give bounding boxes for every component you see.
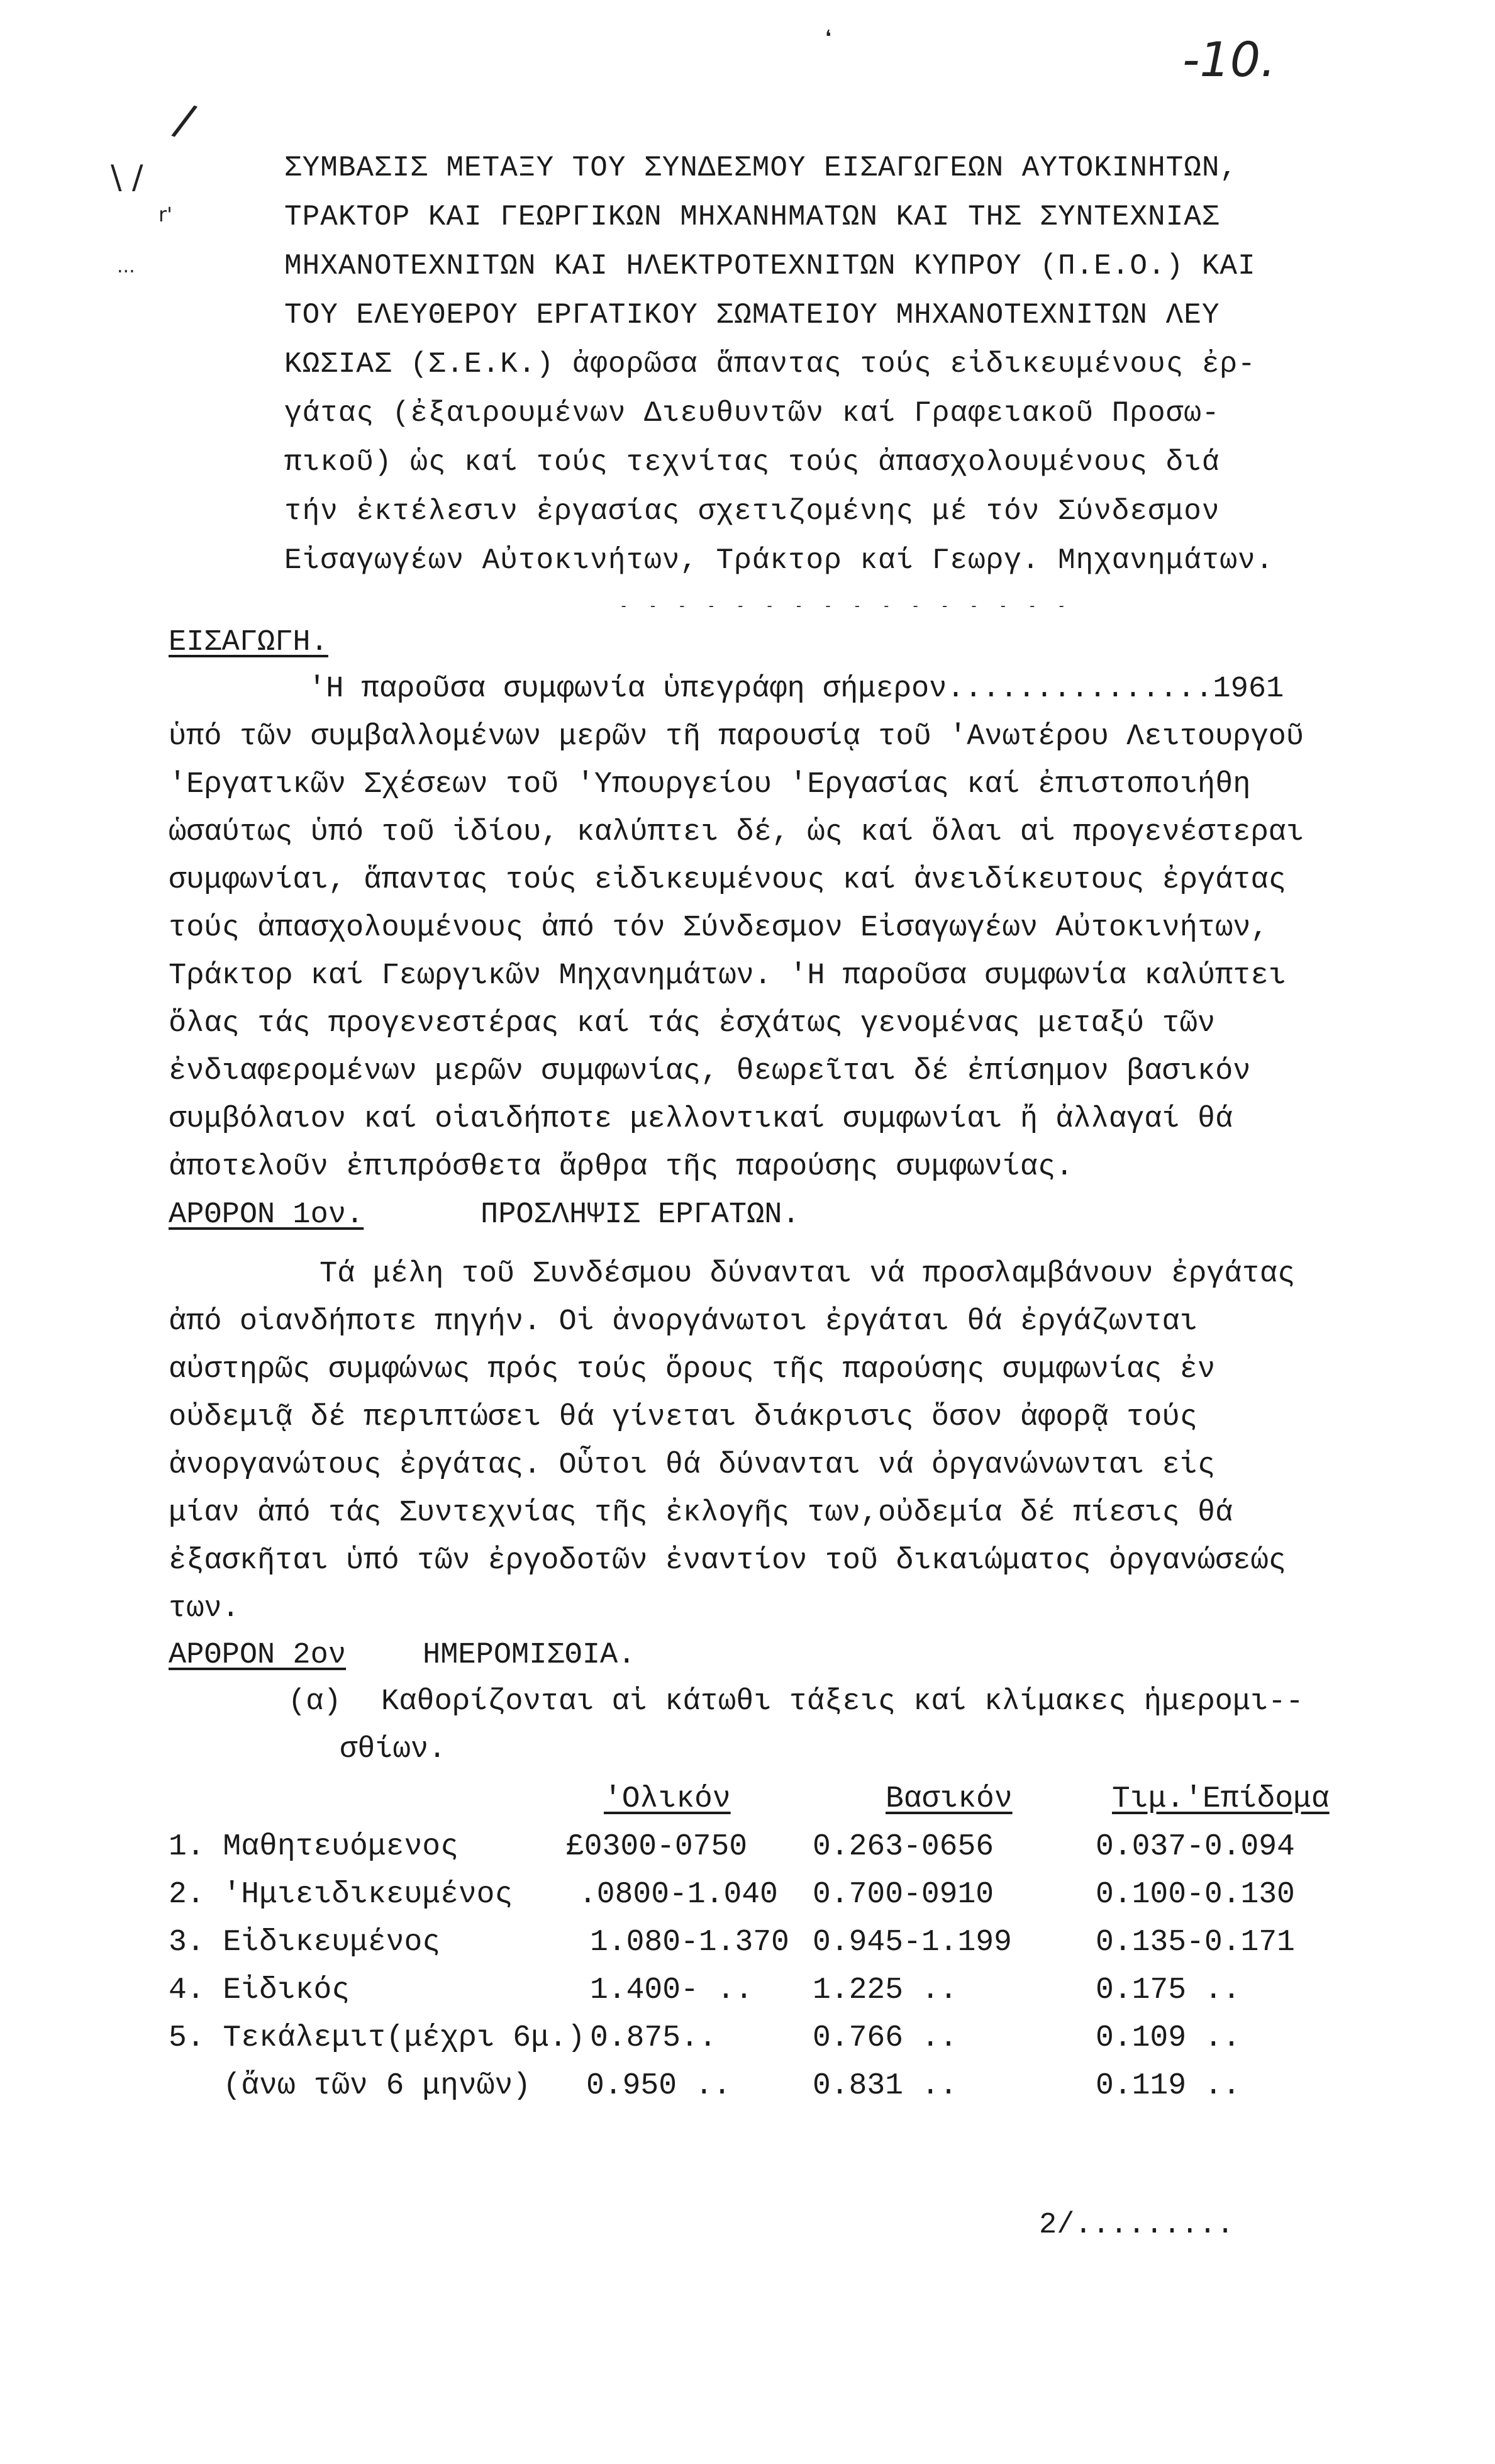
table-cell-total: £0300-0750 <box>566 1830 748 1864</box>
table-cell-basic: 1.225 .. <box>813 1973 958 2007</box>
title-line: γάτας (ἐξαιρουμένων Διευθυντῶν καί Γραφειακοῦ Προσω- <box>284 397 1220 430</box>
page-number: -10. <box>1182 31 1276 87</box>
article-1-line: των. <box>169 1592 240 1625</box>
intro-line: 'Εργατικῶν Σχέσεων τοῦ 'Υπουργείου 'Εργασίας καί ἐπιστοποιήθη <box>169 768 1251 801</box>
article-1-line: ἀπό οἱανδήποτε πηγήν. Οἱ ἀνοργάνωτοι ἐργάται θά ἐργάζωνται <box>169 1305 1198 1339</box>
separator: - - - - - - - - - - - - - - - - <box>620 599 1072 615</box>
table-cell-total: .0800-1.040 <box>579 1878 778 1912</box>
table-cell-basic: 0.945-1.199 <box>813 1926 1012 1959</box>
intro-line: ὅλας τάς προγενεστέρας καί τάς ἐσχάτως γενομένας μεταξύ τῶν <box>169 1007 1216 1040</box>
article-2-title: ΗΜΕΡΟΜΙΣΘΙΑ. <box>423 1639 636 1672</box>
article-1-line: μίαν ἀπό τάς Συντεχνίας τῆς ἐκλογῆς των,οὐδεμία δέ πίεσις θά <box>169 1497 1233 1530</box>
column-header-basic: Βασικόν <box>886 1782 1013 1816</box>
article-1-title: ΠΡΟΣΛΗΨΙΣ ΕΡΓΑΤΩΝ. <box>481 1198 800 1232</box>
table-cell-allowance: 0.109 .. <box>1096 2021 1241 2055</box>
title-line: πικοῦ) ὡς καί τούς τεχνίτας τούς ἀπασχολουμένους διά <box>284 446 1220 479</box>
clause-label: (α) <box>288 1685 342 1719</box>
intro-line: ὑπό τῶν συμβαλλομένων μερῶν τῆ παρουσίᾳ τοῦ 'Ανωτέρου Λειτουργοῦ <box>169 720 1304 754</box>
table-cell-allowance: 0.119 .. <box>1096 2069 1241 2103</box>
article-2-number: ΑΡΘΡΟΝ 2ον <box>169 1639 347 1672</box>
table-cell-allowance: 0.037-0.094 <box>1096 1830 1295 1864</box>
table-cell-allowance: 0.100-0.130 <box>1096 1878 1295 1912</box>
title-line: ΤΟΥ ΕΛΕΥΘΕΡΟΥ ΕΡΓΑΤΙΚΟΥ ΣΩΜΑΤΕΙΟΥ ΜΗΧΑΝΟΤΕΧΝΙΤΩΝ ΛΕΥ <box>284 299 1220 332</box>
article-1-line: ἐξασκῆται ὑπό τῶν ἐργοδοτῶν ἐναντίον τοῦ δικαιώματος ὀργανώσεώς <box>169 1544 1286 1578</box>
article-1-number: ΑΡΘΡΟΝ 1ον. <box>169 1198 364 1232</box>
table-row-label: 1. Μαθητευόμενος <box>169 1830 459 1864</box>
title-line: ΣΥΜΒΑΣΙΣ ΜΕΤΑΞΥ ΤΟΥ ΣΥΝΔΕΣΜΟΥ ΕΙΣΑΓΩΓΕΩΝ ΑΥΤΟΚΙΝΗΤΩΝ, <box>284 152 1238 184</box>
agreement-title <box>284 143 1353 585</box>
article-1-line: ἀνοργανώτους ἐργάτας. Οὗτοι θά δύνανται νά ὀργανώνωνται εἰς <box>169 1449 1216 1482</box>
table-cell-total: 1.080-1.370 <box>590 1926 789 1959</box>
margin-mark: r' <box>158 203 172 226</box>
continuation-marker: 2/......... <box>1039 2209 1235 2242</box>
table-cell-allowance: 0.175 .. <box>1096 1973 1241 2007</box>
intro-line: ὡσαύτως ὑπό τοῦ ἰδίου, καλύπτει δέ, ὡς καί ὅλαι αἱ προγενέστεραι <box>169 816 1304 849</box>
margin-mark: / <box>169 93 201 147</box>
column-header-allowance: Τιμ.'Επίδομα <box>1112 1782 1330 1816</box>
title-line: ΚΩΣΙΑΣ (Σ.Ε.Κ.) ἀφορῶσα ἅπαντας τούς εἰδικευμένους ἐρ- <box>284 348 1256 381</box>
intro-heading: ΕΙΣΑΓΩΓΗ. <box>169 626 328 659</box>
title-line: τήν ἐκτέλεσιν ἐργασίας σχετιζομένης μέ τόν Σύνδεσμον <box>284 495 1220 528</box>
table-row-label: (ἄνω τῶν 6 μηνῶν) <box>169 2069 531 2103</box>
table-cell-total: 0.950 .. <box>586 2069 731 2103</box>
table-cell-total: 0.875.. <box>590 2021 717 2055</box>
intro-line: Τράκτορ καί Γεωργικῶν Μηχανημάτων. 'Η παροῦσα συμφωνία καλύπτει <box>169 959 1286 993</box>
table-cell-basic: 0.700-0910 <box>813 1878 994 1912</box>
intro-line: ἐνδιαφερομένων μερῶν συμφωνίας, θεωρεῖται δέ ἐπίσημον βασικόν <box>169 1055 1251 1088</box>
ink-mark: ❛ <box>825 26 831 48</box>
title-line: ΜΗΧΑΝΟΤΕΧΝΙΤΩΝ ΚΑΙ ΗΛΕΚΤΡΟΤΕΧΝΙΤΩΝ ΚΥΠΡΟΥ (Π.Ε.Ο.) ΚΑΙ <box>284 250 1256 282</box>
article-1-body <box>169 1251 1364 1633</box>
title-line: ΤΡΑΚΤΟΡ ΚΑΙ ΓΕΩΡΓΙΚΩΝ ΜΗΧΑΝΗΜΑΤΩΝ ΚΑΙ ΤΗΣ ΣΥΝΤΕΧΝΙΑΣ <box>284 201 1220 233</box>
table-cell-basic: 0.831 .. <box>813 2069 958 2103</box>
intro-line: συμβόλαιον καί οἱαιδήποτε μελλοντικαί συμφωνίαι ἤ ἀλλαγαί θά <box>169 1103 1233 1136</box>
article-1-line: αὐστηρῶς συμφώνως πρός τούς ὅρους τῆς παρούσης συμφωνίας ἐν <box>169 1353 1216 1386</box>
article-1-line: Τά μέλη τοῦ Συνδέσμου δύνανται νά προσλαμβάνουν ἐργάτας <box>320 1257 1296 1291</box>
intro-line: 'Η παροῦσα συμφωνία ὑπεγράφη σήμερον...............1961 <box>308 672 1284 706</box>
table-cell-allowance: 0.135-0.171 <box>1096 1926 1295 1959</box>
column-header-total: 'Ολικόν <box>604 1782 731 1816</box>
intro-line: συμφωνίαι, ἅπαντας τούς εἰδικευμένους καί ἀνειδίκευτους ἐργάτας <box>169 864 1286 897</box>
table-cell-total: 1.400- .. <box>590 1973 753 2007</box>
margin-mark: \ / <box>111 159 143 196</box>
article-1-line: οὐδεμιᾷ δέ περιπτώσει θά γίνεται διάκρισις ὅσον ἀφορᾷ τούς <box>169 1401 1198 1434</box>
title-line: Εἰσαγωγέων Αὐτοκινήτων, Τράκτορ καί Γεωργ. Μηχανημάτων. <box>284 544 1274 577</box>
table-cell-basic: 0.766 .. <box>813 2021 958 2055</box>
margin-mark: ... <box>117 255 135 277</box>
table-row-label: 4. Εἰδικός <box>169 1973 350 2007</box>
table-row-label: 2. 'Ημιειδικευμένος <box>169 1878 513 1912</box>
intro-body <box>169 666 1364 1191</box>
table-row-label: 3. Εἰδικευμένος <box>169 1926 441 1959</box>
clause-line: σθίων. <box>340 1733 447 1766</box>
table-row-label: 5. Τεκάλεμιτ(μέχρι 6μ.) <box>169 2021 586 2055</box>
clause-line: Καθορίζονται αἱ κάτωθι τάξεις καί κλίμακες ἡμερομι-- <box>381 1685 1304 1719</box>
intro-line: ἀποτελοῦν ἐπιπρόσθετα ἄρθρα τῆς παρούσης συμφωνίας. <box>169 1151 1074 1184</box>
table-cell-basic: 0.263-0656 <box>813 1830 994 1864</box>
intro-line: τούς ἀπασχολουμένους ἀπό τόν Σύνδεσμον Εἰσαγωγέων Αὐτοκινήτων, <box>169 911 1269 945</box>
